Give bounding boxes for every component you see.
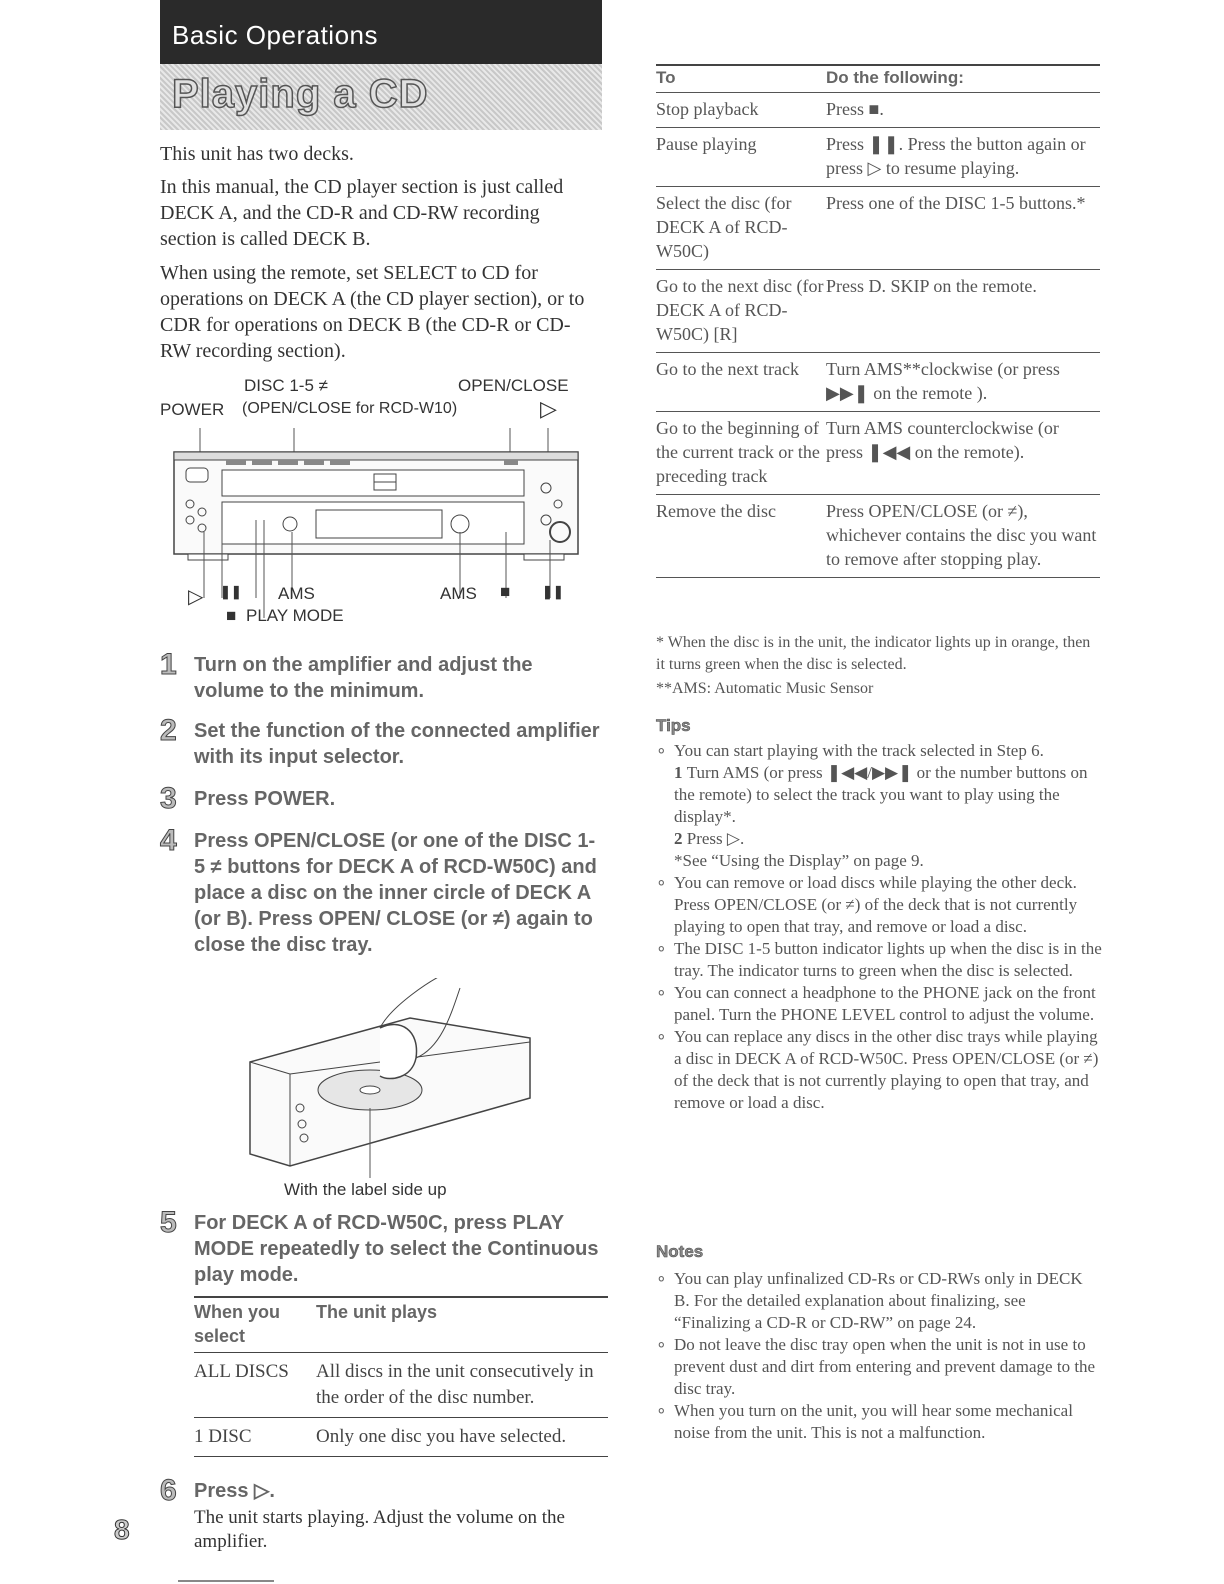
table-cell: Stop playback bbox=[656, 93, 826, 128]
tip-item bbox=[656, 740, 1102, 872]
step-4 bbox=[160, 824, 600, 958]
step-1 bbox=[160, 648, 600, 704]
step-text: Press OPEN/CLOSE (or one of the DISC 1-5 ≠ buttons for DECK A of RCD-W50C) and place a disc on the inner circle of DECK A (or B). Press OPEN/ CLOSE (or ≠) again to close the disc tray. bbox=[194, 830, 597, 956]
label-open-close-w10: (OPEN/CLOSE for RCD-W10) bbox=[242, 400, 458, 417]
step-text: Turn on the amplifier and adjust the volume to the minimum. bbox=[194, 654, 533, 702]
label-pause-left: ❚❚ bbox=[220, 584, 242, 599]
section-header: Basic Operations bbox=[160, 0, 602, 64]
table-cell: Select the disc (for DECK A of RCD-W50C) bbox=[656, 187, 826, 270]
table-cell: 1 DISC bbox=[194, 1418, 316, 1457]
tip-see-also: *See “Using the Display” on page 9. bbox=[674, 851, 924, 870]
intro-paragraph-1: This unit has two decks. bbox=[160, 143, 354, 165]
label-play-right: ▷ bbox=[540, 396, 557, 421]
substep-number: 2 bbox=[674, 829, 683, 848]
step-number: 4 bbox=[160, 824, 177, 857]
step-number: 2 bbox=[160, 714, 177, 747]
table-cell: Press OPEN/CLOSE (or ≠), whichever contains the disc you want to remove after stopping play. bbox=[826, 495, 1100, 578]
table-cell: Press ■. bbox=[826, 93, 1100, 128]
label-ams-right: AMS bbox=[440, 584, 477, 603]
step-6-body: The unit starts playing. Adjust the volume on the amplifier. bbox=[194, 1507, 565, 1552]
table-cell: Press one of the DISC 1-5 buttons.* bbox=[826, 187, 1100, 270]
operations-table bbox=[656, 64, 1100, 578]
table-header-row bbox=[656, 65, 1100, 93]
label-disc-buttons: DISC 1-5 ≠ bbox=[244, 376, 328, 395]
step-text: Set the function of the connected amplifier with its input selector. bbox=[194, 720, 600, 768]
substep-text: Press ▷. bbox=[686, 829, 745, 848]
tip-item: ∘ You can replace any discs in the other disc trays while playing a disc in DECK A of RCD-W50C. Press OPEN/CLOSE (or ≠) of the deck that is not currently playing to open that tray, and remove or load a disc. bbox=[656, 1026, 1102, 1114]
tips-section bbox=[656, 740, 1102, 1114]
tip-text: You can start playing with the track selected in Step 6. bbox=[674, 741, 1044, 760]
table-row bbox=[656, 495, 1100, 578]
device-front-panel-diagram bbox=[160, 374, 600, 634]
notes-section bbox=[656, 1268, 1102, 1444]
label-open-close: OPEN/CLOSE bbox=[458, 376, 569, 395]
tips-heading: Tips bbox=[656, 716, 691, 735]
tip-item: ∘ You can remove or load discs while playing the other deck. Press OPEN/CLOSE (or ≠) of the deck that is not currently playing to open that tray, and remove or load a disc. bbox=[656, 872, 1102, 938]
table-cell: Pause playing bbox=[656, 128, 826, 187]
label-play-left: ▷ bbox=[188, 586, 204, 608]
step-2 bbox=[160, 714, 600, 770]
note-item: ∘ Do not leave the disc tray open when the unit is not in use to prevent dust and dirt from entering and prevent damage to the disc tray. bbox=[656, 1334, 1102, 1400]
notes-heading: Notes bbox=[656, 1242, 704, 1261]
table-cell: Press ❚❚. Press the button again or press ▷ to resume playing. bbox=[826, 128, 1100, 187]
table-header: Do the following: bbox=[826, 65, 1100, 93]
table-cell: Go to the beginning of the current track or the preceding track bbox=[656, 412, 826, 495]
table-header: To bbox=[656, 65, 826, 93]
tip-item: ∘ You can connect a headphone to the PHONE jack on the front panel. Turn the PHONE LEVEL control to adjust the volume. bbox=[656, 982, 1102, 1026]
step-3 bbox=[160, 782, 600, 815]
table-cell: All discs in the unit consecutively in the order of the disc number. bbox=[316, 1353, 608, 1418]
footnote-ams: **AMS: Automatic Music Sensor bbox=[656, 680, 874, 697]
table-cell: Go to the next disc (for DECK A of RCD-W50C) [R] bbox=[656, 270, 826, 353]
step-number: 1 bbox=[160, 648, 177, 681]
step-5 bbox=[160, 1206, 600, 1288]
page-number: 8 bbox=[114, 1514, 130, 1545]
tip-substep bbox=[674, 762, 1102, 828]
table-row bbox=[194, 1418, 608, 1457]
substep-number: 1 bbox=[674, 763, 683, 782]
table-row bbox=[194, 1353, 608, 1418]
note-item: ∘ When you turn on the unit, you will hear some mechanical noise from the unit. This is not a malfunction. bbox=[656, 1400, 1102, 1444]
substep-text: Turn AMS (or press ❚◀◀/▶▶❚ or the number buttons on the remote) to select the track you want to play using the display*. bbox=[674, 763, 1088, 826]
label-stop-right: ■ bbox=[500, 582, 511, 601]
play-mode-table bbox=[194, 1296, 608, 1457]
note-item: ∘ You can play unfinalized CD-Rs or CD-RWs only in DECK B. For the detailed explanation about finalizing, see “Finalizing a CD-R or CD-RW” on page 24. bbox=[656, 1268, 1102, 1334]
tip-item: ∘ The DISC 1-5 button indicator lights up when the disc is in the tray. The indicator turns to green when the disc is selected. bbox=[656, 938, 1102, 982]
table-row bbox=[656, 412, 1100, 495]
intro-paragraph-3: When using the remote, set SELECT to CD for operations on DECK A (the CD player section), or to CDR for operations on DECK B (the CD-R or CD-RW recording section). bbox=[160, 262, 585, 362]
step-number: 5 bbox=[160, 1206, 177, 1239]
footnote-indicator: * When the disc is in the unit, the indicator lights up in orange, then it turns green when the disc is selected. bbox=[656, 634, 1091, 673]
table-row bbox=[656, 270, 1100, 353]
label-stop-left: ■ bbox=[226, 606, 237, 625]
table-cell: Remove the disc bbox=[656, 495, 826, 578]
table-row bbox=[656, 128, 1100, 187]
table-cell: ALL DISCS bbox=[194, 1353, 316, 1418]
page-title-banner bbox=[160, 64, 602, 130]
table-cell: Go to the next track bbox=[656, 353, 826, 412]
step-text: Press ▷. bbox=[194, 1480, 275, 1502]
page-title: Playing a CD bbox=[172, 72, 429, 116]
table-cell: Only one disc you have selected. bbox=[316, 1418, 608, 1457]
table-row bbox=[656, 93, 1100, 128]
step-number: 6 bbox=[160, 1474, 177, 1507]
table-header-row bbox=[194, 1297, 608, 1353]
table-cell: Turn AMS counterclockwise (or press ❚◀◀ on the remote). bbox=[826, 412, 1100, 495]
footer-rule bbox=[178, 1580, 274, 1582]
table-row bbox=[656, 353, 1100, 412]
tip-substep bbox=[674, 828, 1102, 850]
disc-caption: With the label side up bbox=[284, 1180, 447, 1199]
table-header: The unit plays bbox=[316, 1297, 608, 1353]
intro-paragraph-2: In this manual, the CD player section is just called DECK A, and the CD-R and CD-RW recording section is called DECK B. bbox=[160, 176, 564, 250]
step-text: For DECK A of RCD-W50C, press PLAY MODE repeatedly to select the Continuous play mode. bbox=[194, 1212, 599, 1286]
table-header: When you select bbox=[194, 1297, 316, 1353]
label-play-mode: PLAY MODE bbox=[246, 606, 344, 625]
table-cell: Turn AMS**clockwise (or press ▶▶❚ on the remote ). bbox=[826, 353, 1100, 412]
label-pause-right: ❚❚ bbox=[542, 584, 564, 599]
step-text: Press POWER. bbox=[194, 788, 336, 810]
label-ams-left: AMS bbox=[278, 584, 315, 603]
table-row bbox=[656, 187, 1100, 270]
step-number: 3 bbox=[160, 782, 177, 815]
disc-insertion-illustration bbox=[230, 978, 550, 1178]
step-6 bbox=[160, 1474, 600, 1507]
table-cell: Press D. SKIP on the remote. bbox=[826, 270, 1100, 353]
label-power: POWER bbox=[160, 400, 225, 419]
